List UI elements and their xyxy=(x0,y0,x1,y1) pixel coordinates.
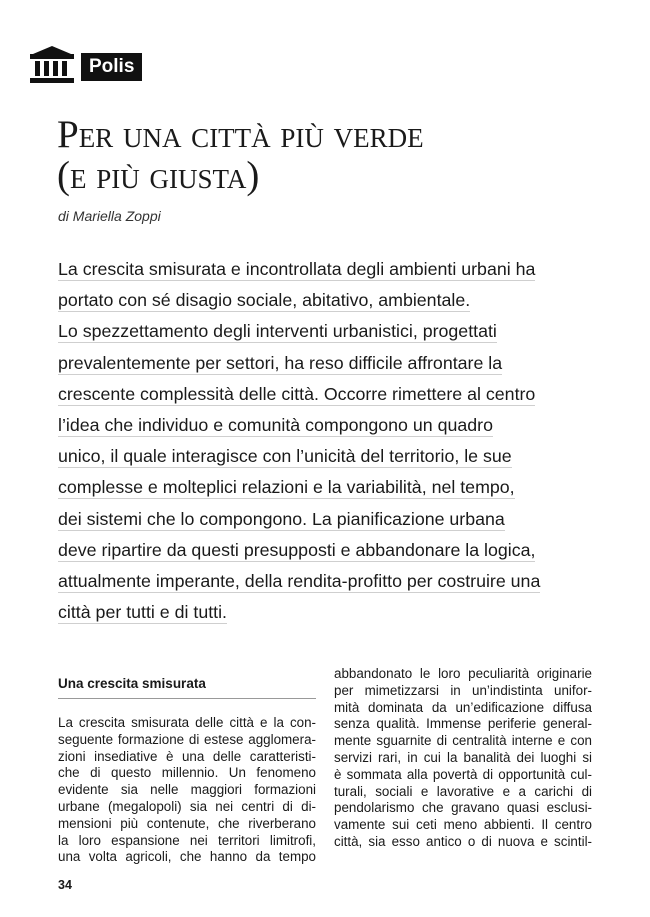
abstract-line: portato con sé disagio sociale, abitativo, ambientale. xyxy=(58,290,471,311)
body-line: evidente sia nelle maggiori formazioni xyxy=(58,782,316,798)
body-line: servizi rari, in cui la banalità dei luoghi si xyxy=(334,749,592,765)
author-byline: di Mariella Zoppi xyxy=(58,208,161,224)
body-line: abbandonato le loro peculiarità originarie xyxy=(334,666,592,681)
body-line: vamente sui ceti meno abbienti. Il centro xyxy=(334,817,592,833)
abstract xyxy=(58,258,568,632)
body-line: zioni insediative è una delle caratteristi- xyxy=(58,748,316,764)
body-line: mente sguarnite di centralità interne e con xyxy=(334,733,592,749)
abstract-line: complesse e molteplici relazioni e la variabilità, nel tempo, xyxy=(58,477,515,498)
abstract-line: La crescita smisurata e incontrollata degli ambienti urbani ha xyxy=(58,259,536,279)
section-label: Polis xyxy=(81,53,142,81)
body-line: mità dominata da un’edificazione diffusa xyxy=(334,699,592,715)
abstract-line: città per tutti e di tutti. xyxy=(58,602,228,623)
abstract-line: Lo spezzettamento degli interventi urbanistici, progettati xyxy=(58,321,497,342)
body-column-left xyxy=(58,676,316,866)
body-line: la loro espansione nei territori limitrofi, xyxy=(58,832,316,848)
body-line: una volta agricoli, che hanno da tempo xyxy=(58,849,316,865)
abstract-line: deve ripartire da questi presupposti e abbandonare la logica, xyxy=(58,539,536,560)
page-number: 34 xyxy=(58,878,72,892)
abstract-line: dei sistemi che lo compongono. La pianificazione urbana xyxy=(58,508,505,529)
body-line: per mimetizzarsi in un’indistinta unifor- xyxy=(334,682,592,698)
body-line: città, sia esso antico o di nuova e scintil- xyxy=(334,833,592,849)
title-line: (e più giusta) xyxy=(57,154,260,197)
body-line: senza qualità. Immense periferie general- xyxy=(334,716,592,732)
body-line: seguente formazione di estese agglomera- xyxy=(58,731,316,747)
section-header xyxy=(27,44,142,84)
body-line: urbane (megalopoli) sia nei centri di di- xyxy=(58,798,316,814)
title-line: Per una città più verde xyxy=(57,113,424,156)
article-title xyxy=(57,114,617,196)
body-line: mensioni più contenute, che riverberano xyxy=(58,815,316,831)
section-heading: Una crescita smisurata xyxy=(58,676,316,699)
abstract-line: crescente complessità delle città. Occorre rimettere al centro xyxy=(58,383,536,404)
temple-building-icon xyxy=(27,44,77,84)
body-line: è sommata alla povertà di opportunità cul- xyxy=(334,766,592,782)
abstract-line: prevalentemente per settori, ha reso difficile affrontare la xyxy=(58,352,503,373)
body-line: che di questo millennio. Un fenomeno xyxy=(58,765,316,781)
body-line: turali, sociali e lavorative e a carichi di xyxy=(334,783,592,799)
abstract-line: attualmente imperante, della rendita-profitto per costruire una xyxy=(58,570,541,591)
body-column-right xyxy=(334,666,592,851)
abstract-line: unico, il quale interagisce con l’unicità del territorio, le sue xyxy=(58,446,512,467)
body-line: La crescita smisurata delle città e la con- xyxy=(58,715,316,730)
body-line: pendolarismo che gravano quasi esclusi- xyxy=(334,800,592,816)
abstract-line: l’idea che individuo e comunità compongono un quadro xyxy=(58,414,493,435)
